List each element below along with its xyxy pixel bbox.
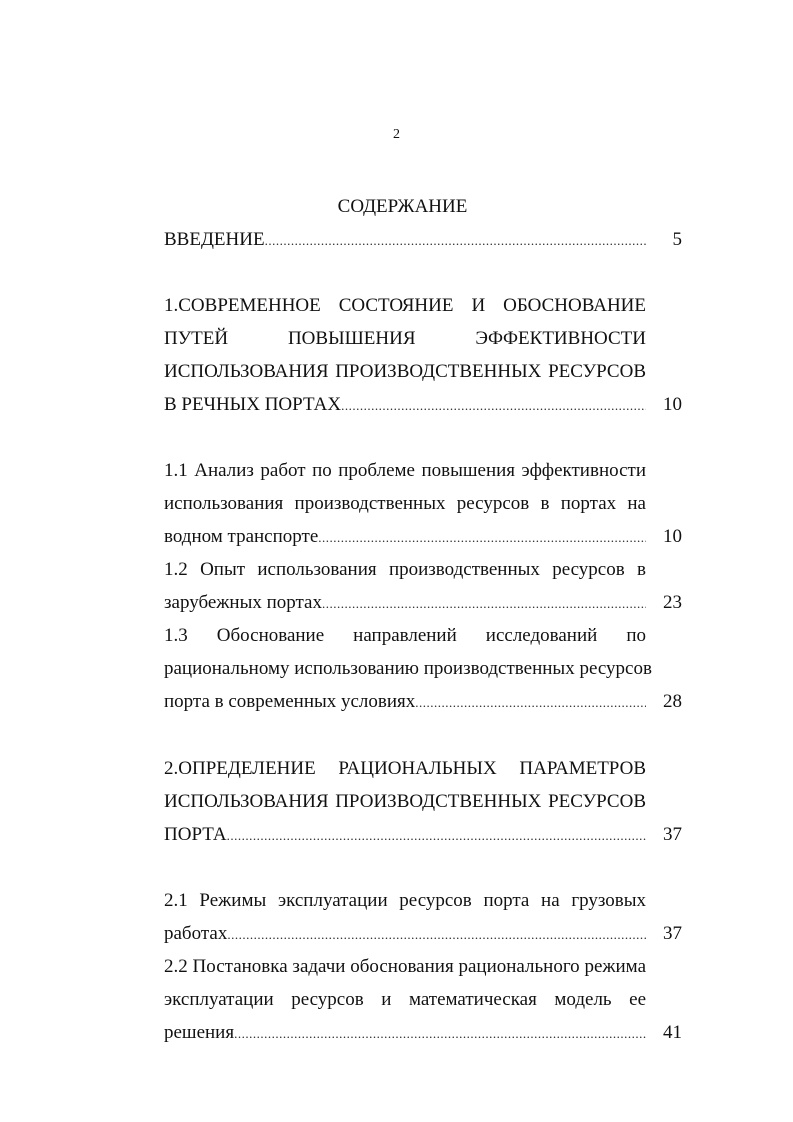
toc-entry-text: В РЕЧНЫХ ПОРТАХ xyxy=(164,394,342,415)
toc-entry-text: ВВЕДЕНИЕ xyxy=(164,229,265,250)
chapter1-line: 1.СОВРЕМЕННОЕ СОСТОЯНИЕ И ОБОСНОВАНИЕ xyxy=(164,295,646,316)
toc-page-ref: 10 xyxy=(663,394,682,415)
toc-entry-text: ПОРТА xyxy=(164,824,227,845)
toc-entry-text: работах xyxy=(164,923,228,944)
dot-leader xyxy=(234,1023,646,1045)
toc-page-ref: 41 xyxy=(663,1022,682,1043)
section-2-2-line: эксплуатации ресурсов и математическая модель ее xyxy=(164,989,646,1010)
toc-page-ref: 5 xyxy=(672,229,682,250)
toc-entry-chapter2[interactable] xyxy=(164,824,682,846)
dot-leader xyxy=(318,527,646,549)
dot-leader xyxy=(341,395,646,417)
dot-leader xyxy=(227,924,646,946)
toc-entry-chapter1[interactable] xyxy=(164,394,682,416)
toc-entry-intro[interactable] xyxy=(164,229,682,251)
dot-leader xyxy=(322,593,646,615)
toc-page-ref: 10 xyxy=(663,526,682,547)
toc-entry-text: порта в современных условиях xyxy=(164,691,416,712)
chapter1-line: ИСПОЛЬЗОВАНИЯ ПРОИЗВОДСТВЕННЫХ РЕСУРСОВ xyxy=(164,361,646,382)
toc-entry-section-1-1[interactable] xyxy=(164,526,682,548)
toc-entry-section-2-2[interactable] xyxy=(164,1022,682,1044)
toc-entry-section-2-1[interactable] xyxy=(164,923,682,945)
chapter1-line: ПУТЕЙ ПОВЫШЕНИЯ ЭФФЕКТИВНОСТИ xyxy=(164,328,646,349)
toc-title: СОДЕРЖАНИЕ xyxy=(337,196,468,217)
toc-entry-text: зарубежных портах xyxy=(164,592,322,613)
toc-entry-text: водном транспорте xyxy=(164,526,319,547)
toc-entry-text: решения xyxy=(164,1022,235,1043)
page-number: 2 xyxy=(393,127,400,142)
dot-leader xyxy=(415,692,646,714)
toc-page-ref: 28 xyxy=(663,691,682,712)
dot-leader xyxy=(227,825,646,847)
section-1-1-line: 1.1 Анализ работ по проблеме повышения эффективности xyxy=(164,460,646,481)
toc-page-ref: 23 xyxy=(663,592,682,613)
section-1-2-line: 1.2 Опыт использования производственных ресурсов в xyxy=(164,559,646,580)
chapter2-line: 2.ОПРЕДЕЛЕНИЕ РАЦИОНАЛЬНЫХ ПАРАМЕТРОВ xyxy=(164,758,646,779)
toc-entry-section-1-3[interactable] xyxy=(164,691,682,713)
section-1-3-line: 1.3 Обоснование направлений исследований по xyxy=(164,625,646,646)
toc-page-ref: 37 xyxy=(663,923,682,944)
dot-leader xyxy=(265,230,646,252)
section-2-1-line: 2.1 Режимы эксплуатации ресурсов порта на грузовых xyxy=(164,890,646,911)
section-1-1-line: использования производственных ресурсов в портах на xyxy=(164,493,646,514)
section-2-2-line: 2.2 Постановка задачи обоснования рационального режима xyxy=(164,956,646,977)
toc-page-ref: 37 xyxy=(663,824,682,845)
toc-entry-section-1-2[interactable] xyxy=(164,592,682,614)
section-1-3-line: рациональному использованию производственных ресурсов xyxy=(164,658,652,679)
chapter2-line: ИСПОЛЬЗОВАНИЯ ПРОИЗВОДСТВЕННЫХ РЕСУРСОВ xyxy=(164,791,646,812)
